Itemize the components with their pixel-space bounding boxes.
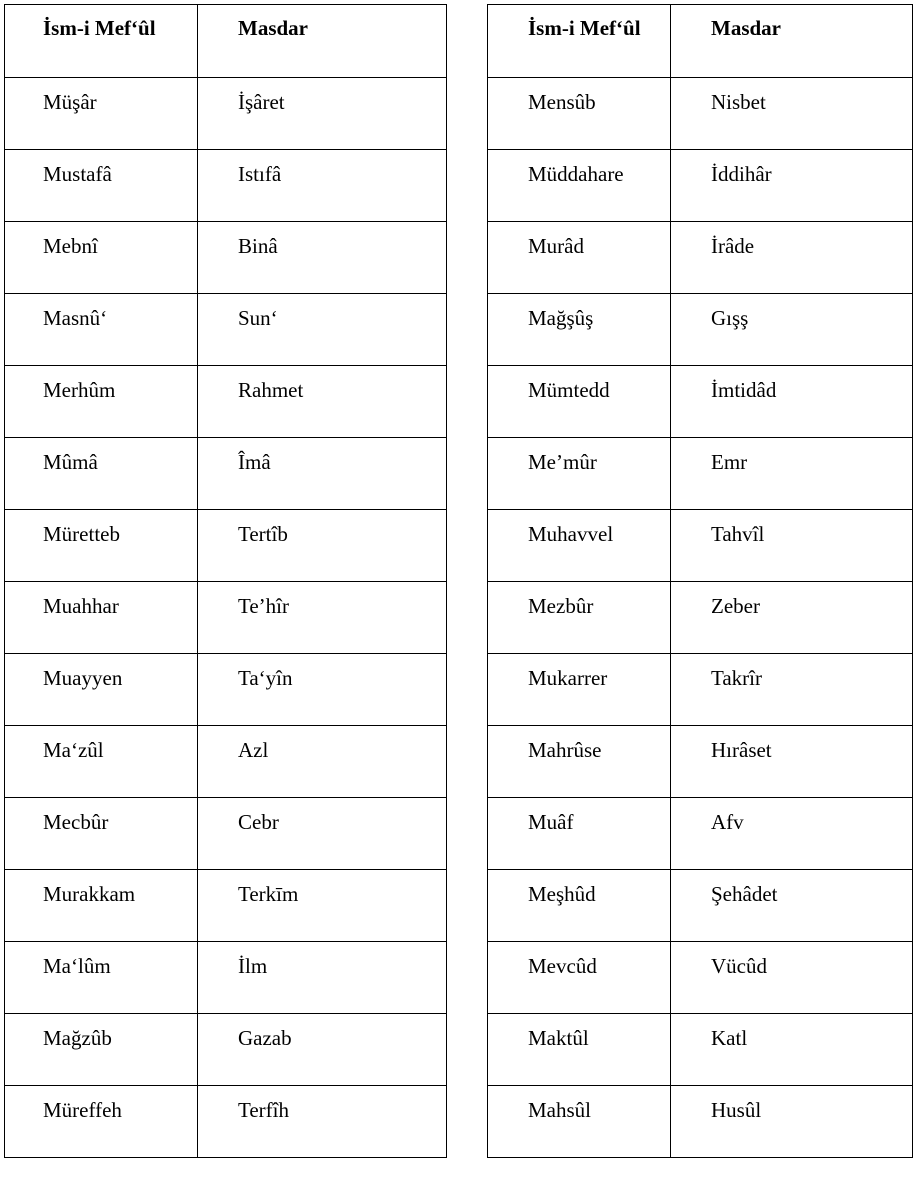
table-row [5,78,447,150]
table-row [5,798,447,870]
ism-text: Ma‘zûl [43,738,104,762]
masdar-cell [671,870,913,942]
ism-cell [488,366,671,438]
ism-text: Muhavvel [528,522,614,546]
ism-cell [488,942,671,1014]
table-row [488,78,913,150]
header-label: İsm-i Mef‘ûl [43,16,156,40]
ism-text: Ma‘lûm [43,954,111,978]
header-label: İsm-i Mef‘ûl [528,16,641,40]
ism-text: Muahhar [43,594,119,618]
masdar-text: Nisbet [711,90,766,114]
masdar-text: Ta‘yîn [238,666,293,690]
ism-cell [488,222,671,294]
ism-text: Mahsûl [528,1098,591,1122]
ism-cell [5,942,198,1014]
ism-text: Müddahare [528,162,624,186]
masdar-cell [671,78,913,150]
ism-text: Murakkam [43,882,136,906]
ism-text: Me’mûr [528,450,597,474]
ism-cell [5,726,198,798]
table-row [5,294,447,366]
table-row [488,942,913,1014]
table-row [5,870,447,942]
masdar-text: Tahvîl [711,522,765,546]
table-row [5,366,447,438]
masdar-text: Vücûd [711,954,767,978]
masdar-text: Takrîr [711,666,763,690]
left-word-table [4,4,447,1158]
masdar-text: Afv [711,810,744,834]
header-ism-i-meful [488,5,671,78]
header-masdar [198,5,447,78]
masdar-cell [198,150,447,222]
table-row [5,942,447,1014]
ism-text: Mağzûb [43,1026,112,1050]
ism-cell [5,582,198,654]
ism-cell [488,870,671,942]
table-row [488,438,913,510]
masdar-text: Tertîb [238,522,288,546]
ism-text: Mümtedd [528,378,610,402]
ism-text: Mezbûr [528,594,594,618]
masdar-cell [198,78,447,150]
masdar-cell [198,438,447,510]
ism-text: Müreffeh [43,1098,122,1122]
table-row [488,726,913,798]
masdar-cell [671,438,913,510]
ism-cell [488,1014,671,1086]
masdar-cell [671,1086,913,1158]
ism-text: Mûmâ [43,450,98,474]
ism-text: Mukarrer [528,666,608,690]
ism-text: Meşhûd [528,882,596,906]
header-label: Masdar [238,16,308,40]
ism-text: Maktûl [528,1026,589,1050]
table-row [488,582,913,654]
table-row [5,582,447,654]
masdar-text: Îmâ [238,450,271,474]
masdar-cell [671,942,913,1014]
masdar-text: Hırâset [711,738,772,762]
masdar-cell [671,654,913,726]
table-header-row [5,5,447,78]
ism-cell [488,798,671,870]
ism-text: Mahrûse [528,738,602,762]
ism-text: Masnû‘ [43,306,108,330]
table-row [488,294,913,366]
ism-cell [5,798,198,870]
table-row [488,366,913,438]
masdar-cell [671,726,913,798]
table-row [5,222,447,294]
ism-cell [488,78,671,150]
table-header-row [488,5,913,78]
ism-text: Mağşûş [528,306,594,330]
masdar-cell [671,222,913,294]
masdar-cell [198,582,447,654]
ism-cell [5,870,198,942]
ism-cell [5,654,198,726]
ism-text: Muâf [528,810,574,834]
table-row [488,654,913,726]
masdar-cell [671,1014,913,1086]
masdar-cell [671,150,913,222]
masdar-cell [671,366,913,438]
table-row [5,510,447,582]
table-row [488,150,913,222]
table-row [5,150,447,222]
ism-text: Mebnî [43,234,98,258]
masdar-text: Terfîh [238,1098,290,1122]
table-row [488,798,913,870]
masdar-text: Husûl [711,1098,762,1122]
ism-cell [5,1086,198,1158]
ism-cell [488,1086,671,1158]
header-ism-i-meful [5,5,198,78]
ism-cell [5,1014,198,1086]
table-row [5,438,447,510]
table-row [488,1086,913,1158]
table-row [488,1014,913,1086]
masdar-text: Şehâdet [711,882,778,906]
ism-cell [488,438,671,510]
right-word-table [487,4,913,1158]
masdar-cell [198,942,447,1014]
ism-cell [5,150,198,222]
table-row [488,870,913,942]
masdar-text: Istıfâ [238,162,282,186]
masdar-cell [671,798,913,870]
masdar-text: Emr [711,450,748,474]
masdar-cell [198,1086,447,1158]
masdar-text: Terkīm [238,882,299,906]
masdar-text: Katl [711,1026,748,1050]
masdar-cell [198,510,447,582]
table-row [488,510,913,582]
ism-cell [488,654,671,726]
masdar-text: İlm [238,954,268,978]
masdar-cell [198,1014,447,1086]
masdar-text: Sun‘ [238,306,278,330]
masdar-cell [198,294,447,366]
table-row [488,222,913,294]
masdar-text: Rahmet [238,378,304,402]
table-row [5,654,447,726]
masdar-cell [671,510,913,582]
masdar-text: İrâde [711,234,755,258]
header-masdar [671,5,913,78]
ism-cell [488,294,671,366]
ism-text: Muayyen [43,666,123,690]
ism-text: Merhûm [43,378,116,402]
masdar-text: İddihâr [711,162,772,186]
ism-text: Müşâr [43,90,97,114]
ism-cell [5,78,198,150]
masdar-cell [671,582,913,654]
ism-cell [488,150,671,222]
masdar-text: Gazab [238,1026,292,1050]
masdar-text: İmtidâd [711,378,777,402]
ism-text: Murâd [528,234,584,258]
ism-cell [5,222,198,294]
table-row [5,726,447,798]
masdar-cell [198,798,447,870]
masdar-cell [671,294,913,366]
ism-cell [5,366,198,438]
masdar-cell [198,726,447,798]
masdar-text: Azl [238,738,269,762]
table-row [5,1086,447,1158]
ism-text: Mevcûd [528,954,597,978]
ism-cell [488,510,671,582]
masdar-cell [198,870,447,942]
masdar-cell [198,366,447,438]
masdar-text: Te’hîr [238,594,290,618]
masdar-text: İşâret [238,90,285,114]
ism-text: Mensûb [528,90,596,114]
ism-text: Mecbûr [43,810,109,834]
masdar-text: Cebr [238,810,279,834]
ism-text: Mustafâ [43,162,112,186]
masdar-cell [198,654,447,726]
header-label: Masdar [711,16,781,40]
ism-cell [5,510,198,582]
ism-cell [5,294,198,366]
masdar-text: Gışş [711,306,749,330]
ism-text: Müretteb [43,522,120,546]
ism-cell [5,438,198,510]
ism-cell [488,726,671,798]
masdar-cell [198,222,447,294]
masdar-text: Zeber [711,594,760,618]
table-row [5,1014,447,1086]
ism-cell [488,582,671,654]
masdar-text: Binâ [238,234,278,258]
